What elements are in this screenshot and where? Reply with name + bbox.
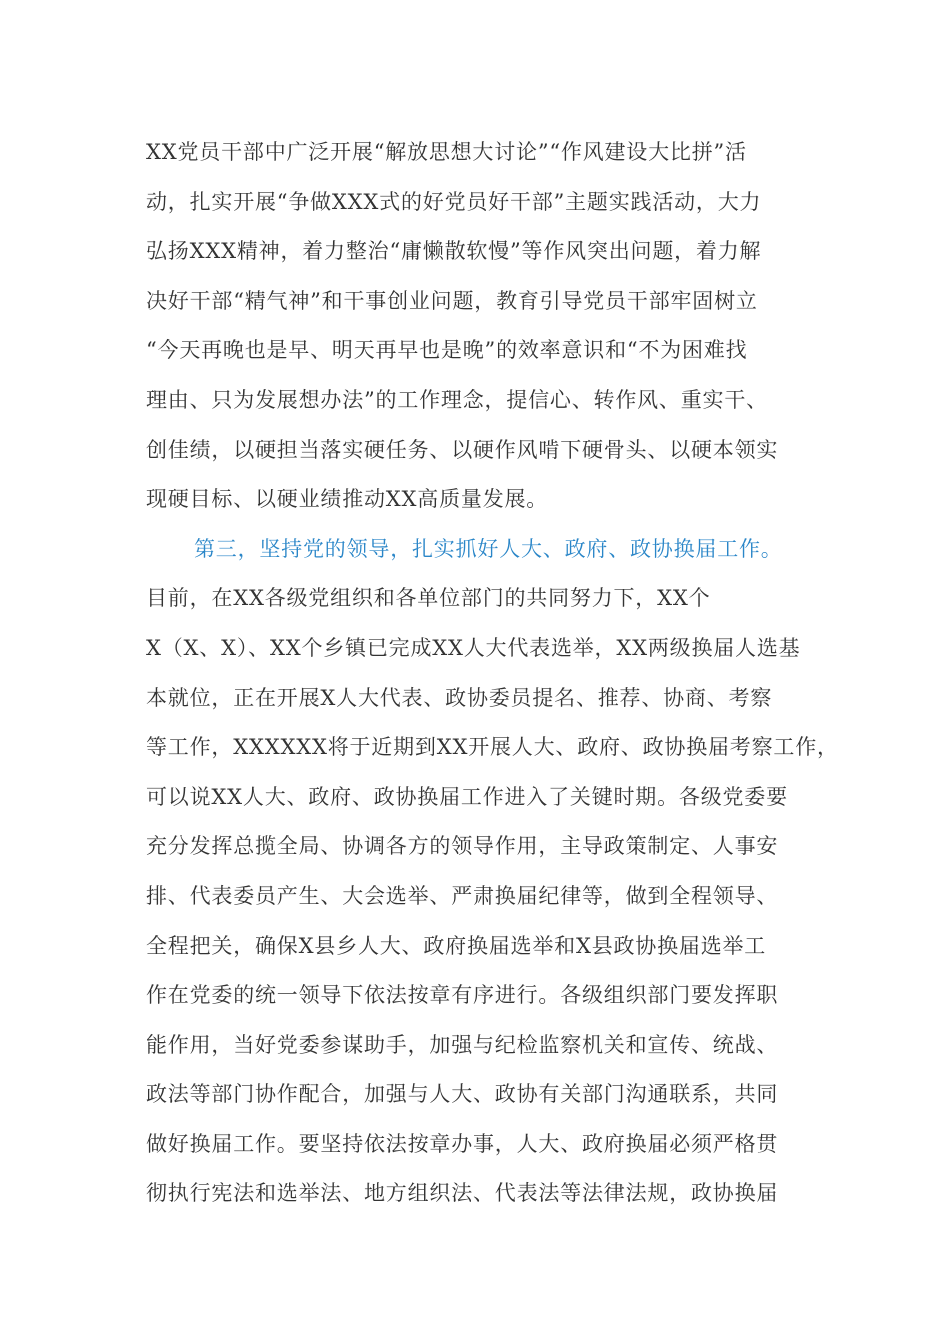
text-line: 动，扎实开展“争做XXX式的好党员好干部”主题实践活动，大力 [146, 189, 762, 214]
document-body [146, 132, 839, 1223]
text-line: XX党员干部中广泛开展“解放思想大讨论”“作风建设大比拼”活 [146, 140, 747, 164]
text-line: 等工作，XXXXXX将于近期到XX开展人大、政府、政协换届考察工作， [146, 735, 839, 760]
text-line: 创佳绩，以硬担当落实硬任务、以硬作风啃下硬骨头、以硬本领实 [146, 437, 779, 462]
text-line: 决好干部“精气神”和干事创业问题，教育引导党员干部牢固树立 [146, 288, 758, 313]
text-line: 作在党委的统一领导下依法按章有序进行。各级组织部门要发挥职 [146, 983, 779, 1008]
text-line: 理由、只为发展想办法”的工作理念，提信心、转作风、重实干、 [146, 387, 768, 412]
text-line: 现硬目标、以硬业绩推动XX高质量发展。 [146, 487, 549, 512]
text-line: 彻执行宪法和选举法、地方组织法、代表法等法律法规，政协换届 [146, 1181, 779, 1206]
text-line: 本就位，正在开展X人大代表、政协委员提名、推荐、协商、考察 [146, 685, 773, 710]
text-line: “今天再晚也是早、明天再早也是晚”的效率意识和“不为困难找 [146, 338, 748, 363]
text-line: 可以说XX人大、政府、政协换届工作进入了关键时期。各级党委要 [146, 784, 788, 809]
text-line: 能作用，当好党委参谋助手，加强与纪检监察机关和宣传、统战、 [146, 1032, 779, 1057]
text-line: 弘扬XXX精神，着力整治“庸懒散软慢”等作风突出问题，着力解 [146, 239, 762, 264]
text-line: 目前，在XX各级党组织和各单位部门的共同努力下，XX个 [146, 586, 711, 611]
text-line: 做好换届工作。要坚持依法按章办事，人大、政府换届必须严格贯 [146, 1131, 779, 1156]
text-line: 充分发挥总揽全局、协调各方的领导作用，主导政策制定、人事安 [146, 834, 779, 859]
text-line: X（X、X）、XX个乡镇已完成XX人大代表选举，XX两级换届人选基 [146, 635, 801, 660]
section-heading: 第三，坚持党的领导，扎实抓好人大、政府、政协换届工作。 [194, 536, 783, 561]
text-line: 全程把关，确保X县乡人大、政府换届选举和X县政协换届选举工 [146, 933, 767, 958]
text-line: 政法等部门协作配合，加强与人大、政协有关部门沟通联系，共同 [146, 1082, 779, 1107]
text-line: 排、代表委员产生、大会选举、严肃换届纪律等，做到全程领导、 [146, 883, 779, 908]
